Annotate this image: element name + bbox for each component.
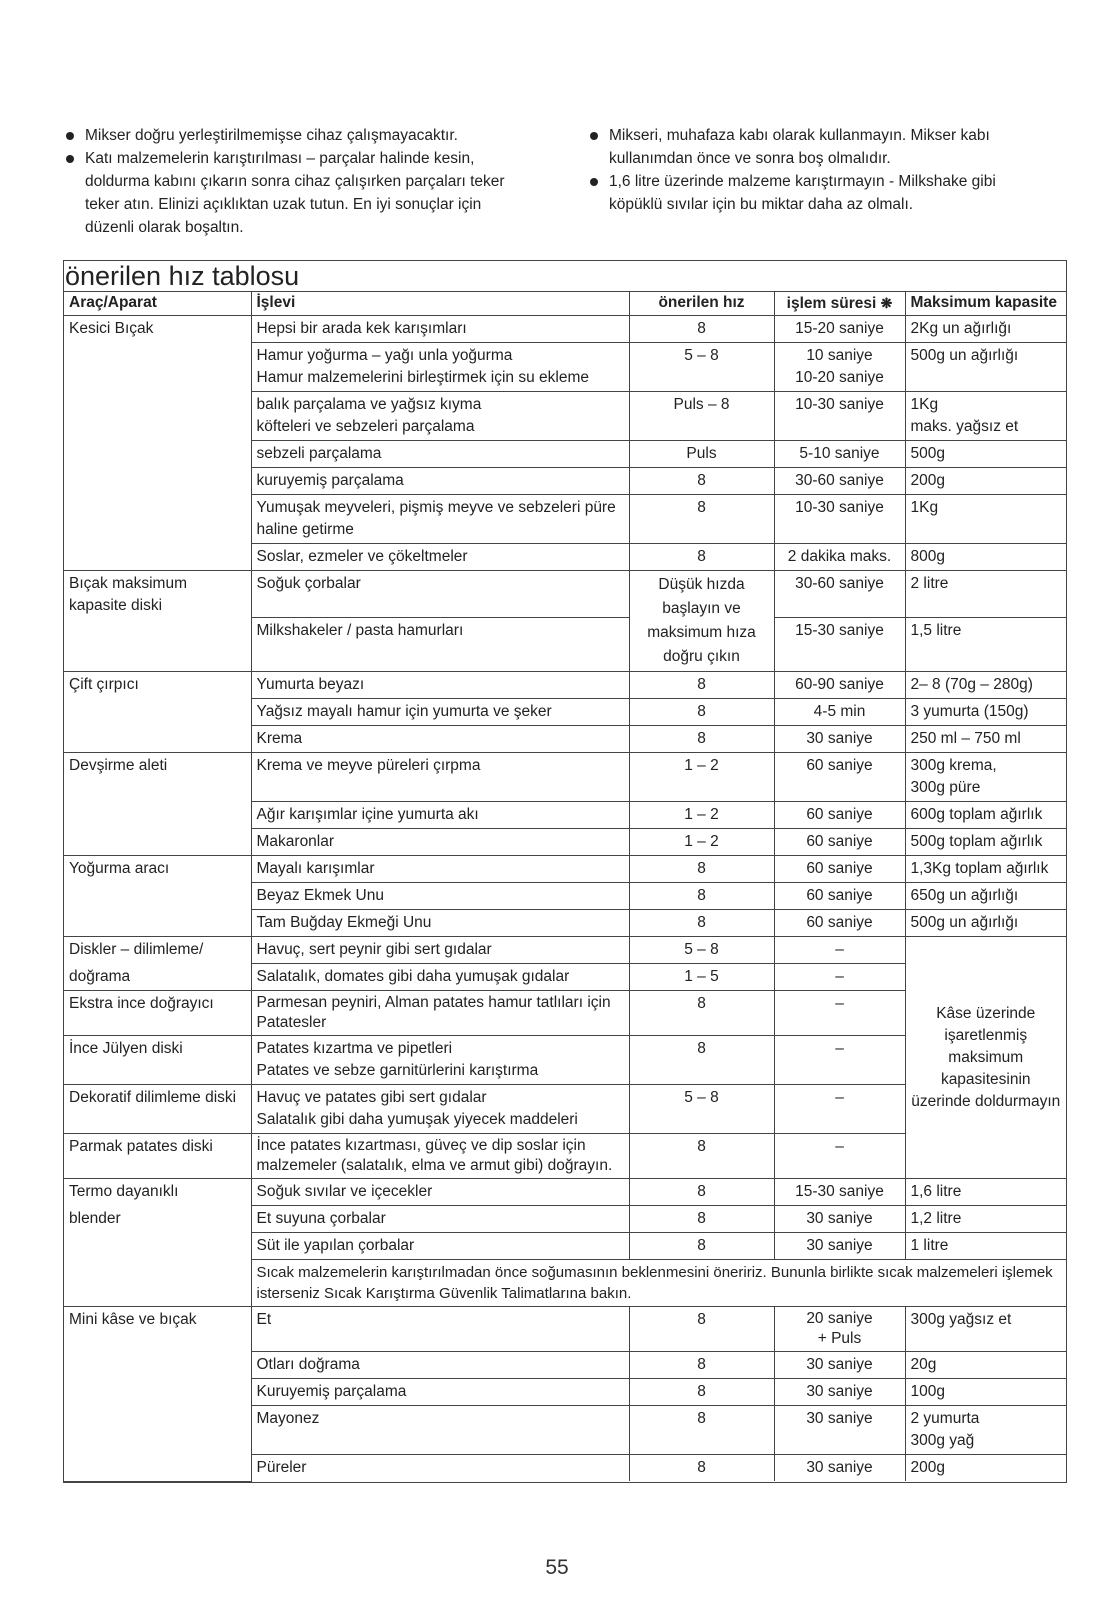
header-time (774, 292, 905, 316)
header-capacity: Maksimum kapasite (905, 292, 1066, 316)
time-cell: – (774, 937, 905, 964)
time-cell: 60 saniye (774, 883, 905, 910)
function-cell: Et suyuna çorbalar (251, 1206, 629, 1233)
tool-cell: Diskler – dilimleme/ (64, 937, 251, 964)
capacity-cell: 2– 8 (70g – 280g) (905, 672, 1066, 699)
function-cell: Ağır karışımlar içine yumurta akı (251, 802, 629, 829)
function-cell: sebzeli parçalama (251, 441, 629, 468)
speed-table-grid (64, 292, 1066, 1482)
time-cell: 30-60 saniye (774, 468, 905, 495)
speed-cell: 8 (629, 883, 774, 910)
tool-cell: Parmak patates diski (64, 1134, 251, 1179)
function-line: Hamur yoğurma – yağı unla yoğurma (256, 347, 513, 364)
time-cell: – (774, 1036, 905, 1085)
speed-cell: 8 (629, 1179, 774, 1206)
time-cell (774, 343, 905, 392)
speed-cell: 8 (629, 1307, 774, 1352)
function-cell: Hepsi bir arada kek karışımları (251, 316, 629, 343)
speed-cell: Puls – 8 (629, 392, 774, 441)
time-line: 20 saniye (806, 1310, 873, 1327)
time-cell: 15-20 saniye (774, 316, 905, 343)
capacity-cell: 100g (905, 1379, 1066, 1406)
time-cell: 30-60 saniye (774, 571, 905, 618)
function-cell: Süt ile yapılan çorbalar (251, 1233, 629, 1260)
capacity-cell: 200g (905, 468, 1066, 495)
speed-cell: 5 – 8 (629, 1085, 774, 1134)
bullet-item: 1,6 litre üzerinde malzeme karıştırmayın - Milkshake gibi köpüklü sıvılar için bu miktar daha az olmalı. (587, 170, 1047, 216)
function-line: köfteleri ve sebzeleri parçalama (256, 418, 475, 435)
function-cell: Mayalı karışımlar (251, 856, 629, 883)
speed-cell: 8 (629, 1406, 774, 1455)
function-cell: Beyaz Ekmek Unu (251, 883, 629, 910)
speed-cell: 8 (629, 316, 774, 343)
tool-cell: blender (64, 1206, 251, 1307)
speed-cell: 5 – 8 (629, 343, 774, 392)
time-cell: 60-90 saniye (774, 672, 905, 699)
bullet-item: Mikseri, muhafaza kabı olarak kullanmayın. Mikser kabı kullanımdan önce ve sonra boş olmalıdır. (587, 124, 1047, 170)
table-row (64, 1307, 1066, 1352)
table-row (64, 571, 1066, 618)
function-cell: Mayonez (251, 1406, 629, 1455)
speed-cell: 5 – 8 (629, 937, 774, 964)
time-line: 10 saniye (806, 347, 873, 364)
speed-cell: 1 – 2 (629, 829, 774, 856)
capacity-cell: 500g un ağırlığı (905, 910, 1066, 937)
time-cell: 15-30 saniye (774, 617, 905, 671)
function-line: Hamur malzemelerini birleştirmek için su ekleme (256, 369, 589, 386)
speed-cell: 1 – 5 (629, 964, 774, 991)
function-cell: Yumurta beyazı (251, 672, 629, 699)
speed-cell: 8 (629, 1233, 774, 1260)
time-line: + Puls (817, 1330, 862, 1347)
function-line: Salatalık gibi daha yumuşak yiyecek maddeleri (256, 1111, 578, 1128)
capacity-cell (905, 1406, 1066, 1455)
header-tool: Araç/Aparat (64, 292, 251, 316)
capacity-merged-cell: Kâse üzerinde işaretlenmiş maksimum kapasitesinin üzerinde doldurmayın (905, 937, 1066, 1179)
speed-cell: 8 (629, 991, 774, 1036)
header-function: İşlevi (251, 292, 629, 316)
time-cell: 60 saniye (774, 802, 905, 829)
time-cell: 60 saniye (774, 829, 905, 856)
asterisk-icon: ❋ (880, 295, 893, 311)
time-cell: 30 saniye (774, 1233, 905, 1260)
function-cell: Soğuk sıvılar ve içecekler (251, 1179, 629, 1206)
capacity-cell: 1,3Kg toplam ağırlık (905, 856, 1066, 883)
speed-cell: Puls (629, 441, 774, 468)
capacity-line: maks. yağsız et (910, 418, 1019, 435)
function-cell: Parmesan peyniri, Alman patates hamur tatlıları için Patatesler (251, 991, 629, 1036)
speed-cell: 8 (629, 544, 774, 571)
speed-cell: 1 – 2 (629, 802, 774, 829)
table-row (64, 937, 1066, 964)
time-cell: 30 saniye (774, 1379, 905, 1406)
time-cell (774, 1307, 905, 1352)
function-cell: Makaronlar (251, 829, 629, 856)
capacity-cell: 3 yumurta (150g) (905, 699, 1066, 726)
function-cell (251, 1085, 629, 1134)
time-cell: 30 saniye (774, 1206, 905, 1233)
speed-cell: 1 – 2 (629, 753, 774, 802)
tool-cell: Çift çırpıcı (64, 672, 251, 753)
speed-cell: 8 (629, 468, 774, 495)
capacity-line: 300g krema, (910, 757, 997, 774)
speed-cell: 8 (629, 726, 774, 753)
speed-cell: 8 (629, 1206, 774, 1233)
time-cell: 10-30 saniye (774, 495, 905, 544)
speed-cell: 8 (629, 1455, 774, 1482)
tool-cell: Termo dayanıklı (64, 1179, 251, 1206)
speed-cell: 8 (629, 1134, 774, 1179)
table-row (64, 316, 1066, 343)
function-cell: Milkshakeler / pasta hamurları (251, 617, 629, 671)
function-cell: Yağsız mayalı hamur için yumurta ve şeker (251, 699, 629, 726)
capacity-cell: 1 litre (905, 1233, 1066, 1260)
capacity-line: 300g püre (910, 779, 981, 796)
table-title: önerilen hız tablosu (64, 261, 1066, 292)
capacity-cell: 500g un ağırlığı (905, 343, 1066, 392)
speed-cell: 8 (629, 856, 774, 883)
capacity-cell: 1,5 litre (905, 617, 1066, 671)
header-time-label: işlem süresi (786, 295, 877, 312)
table-row (64, 1206, 1066, 1233)
function-cell: Krema (251, 726, 629, 753)
time-line: 10-20 saniye (795, 369, 884, 386)
tool-cell: Dekoratif dilimleme diski (64, 1085, 251, 1134)
speed-cell: 8 (629, 1352, 774, 1379)
function-cell: Havuç, sert peynir gibi sert gıdalar (251, 937, 629, 964)
function-cell: Krema ve meyve püreleri çırpma (251, 753, 629, 802)
function-line: Havuç ve patates gibi sert gıdalar (256, 1089, 487, 1106)
table-header-row (64, 292, 1066, 316)
tool-cell: Ekstra ince doğrayıcı (64, 991, 251, 1036)
capacity-line: 2 yumurta (910, 1410, 980, 1427)
function-cell (251, 343, 629, 392)
tool-cell: Devşirme aleti (64, 753, 251, 856)
time-cell: 4-5 min (774, 699, 905, 726)
speed-cell: 8 (629, 699, 774, 726)
time-cell: 15-30 saniye (774, 1179, 905, 1206)
speed-cell: 8 (629, 1036, 774, 1085)
function-cell (251, 392, 629, 441)
capacity-cell: 800g (905, 544, 1066, 571)
function-cell: Tam Buğday Ekmeği Unu (251, 910, 629, 937)
capacity-cell (905, 392, 1066, 441)
speed-cell: 8 (629, 495, 774, 544)
time-cell: – (774, 991, 905, 1036)
time-cell: 30 saniye (774, 1352, 905, 1379)
table-row (64, 1179, 1066, 1206)
note-cell: Sıcak malzemelerin karıştırılmadan önce soğumasının beklenmesini öneririz. Bununla birlikte sıcak malzemeleri işlemek isterseniz Sıcak Karıştırma Güvenlik Talimatlarına bakın. (251, 1260, 1066, 1307)
tool-cell: Mini kâse ve bıçak (64, 1307, 251, 1482)
capacity-cell (905, 753, 1066, 802)
capacity-cell: 1Kg (905, 495, 1066, 544)
function-cell (251, 1036, 629, 1085)
function-cell: İnce patates kızartması, güveç ve dip soslar için malzemeler (salatalık, elma ve armut gibi) doğrayın. (251, 1134, 629, 1179)
capacity-cell: 650g un ağırlığı (905, 883, 1066, 910)
capacity-cell: 500g (905, 441, 1066, 468)
capacity-cell: 250 ml – 750 ml (905, 726, 1066, 753)
function-cell: kuruyemiş parçalama (251, 468, 629, 495)
time-cell: 2 dakika maks. (774, 544, 905, 571)
capacity-cell: 200g (905, 1455, 1066, 1482)
tool-cell: doğrama (64, 964, 251, 991)
table-row (64, 753, 1066, 802)
speed-table (63, 260, 1067, 1483)
function-cell: Püreler (251, 1455, 629, 1482)
table-row (64, 856, 1066, 883)
speed-cell: 8 (629, 1379, 774, 1406)
tool-cell: Kesici Bıçak (64, 316, 251, 571)
capacity-cell: 300g yağsız et (905, 1307, 1066, 1352)
function-line: balık parçalama ve yağsız kıyma (256, 396, 482, 413)
header-speed: önerilen hız (629, 292, 774, 316)
capacity-cell: 500g toplam ağırlık (905, 829, 1066, 856)
time-cell: 30 saniye (774, 1406, 905, 1455)
bullets-right-column (587, 124, 1047, 216)
table-row (64, 672, 1066, 699)
bullet-item: Mikser doğru yerleştirilmemişse cihaz çalışmayacaktır. (63, 124, 533, 147)
capacity-line: 1Kg (910, 396, 939, 413)
function-cell: Otları doğrama (251, 1352, 629, 1379)
time-cell: 60 saniye (774, 856, 905, 883)
bullets-left-column (63, 124, 533, 239)
speed-cell: Düşük hızda başlayın ve maksimum hıza doğru çıkın (629, 571, 774, 672)
time-cell: 60 saniye (774, 910, 905, 937)
time-cell: – (774, 1085, 905, 1134)
capacity-cell: 1,6 litre (905, 1179, 1066, 1206)
capacity-cell: 20g (905, 1352, 1066, 1379)
speed-cell: 8 (629, 672, 774, 699)
function-line: Patates ve sebze garnitürlerini karıştırma (256, 1062, 539, 1079)
capacity-cell: 1,2 litre (905, 1206, 1066, 1233)
function-cell: Kuruyemiş parçalama (251, 1379, 629, 1406)
bullet-item: Katı malzemelerin karıştırılması – parçalar halinde kesin, doldurma kabını çıkarın sonra cihaz çalışırken parçaları teker teker atın. Elinizi açıklıktan uzak tutun. En iyi sonuçlar için düzenli olarak boşaltın. (63, 147, 533, 239)
function-cell: Soslar, ezmeler ve çökeltmeler (251, 544, 629, 571)
speed-cell: 8 (629, 910, 774, 937)
tool-cell: Bıçak maksimum kapasite diski (64, 571, 251, 672)
time-cell: – (774, 1134, 905, 1179)
page-number: 55 (545, 1556, 569, 1579)
function-cell: Yumuşak meyveleri, pişmiş meyve ve sebzeleri püre haline getirme (251, 495, 629, 544)
time-cell: 10-30 saniye (774, 392, 905, 441)
function-cell: Soğuk çorbalar (251, 571, 629, 618)
time-cell: – (774, 964, 905, 991)
function-line: Patates kızartma ve pipetleri (256, 1040, 453, 1057)
function-cell: Salatalık, domates gibi daha yumuşak gıdalar (251, 964, 629, 991)
tool-cell: Yoğurma aracı (64, 856, 251, 937)
time-cell: 30 saniye (774, 1455, 905, 1482)
function-cell: Et (251, 1307, 629, 1352)
time-cell: 5-10 saniye (774, 441, 905, 468)
capacity-cell: 600g toplam ağırlık (905, 802, 1066, 829)
tool-cell: İnce Jülyen diski (64, 1036, 251, 1085)
capacity-line: 300g yağ (910, 1432, 975, 1449)
time-cell: 60 saniye (774, 753, 905, 802)
capacity-cell: 2 litre (905, 571, 1066, 618)
capacity-cell: 2Kg un ağırlığı (905, 316, 1066, 343)
time-cell: 30 saniye (774, 726, 905, 753)
